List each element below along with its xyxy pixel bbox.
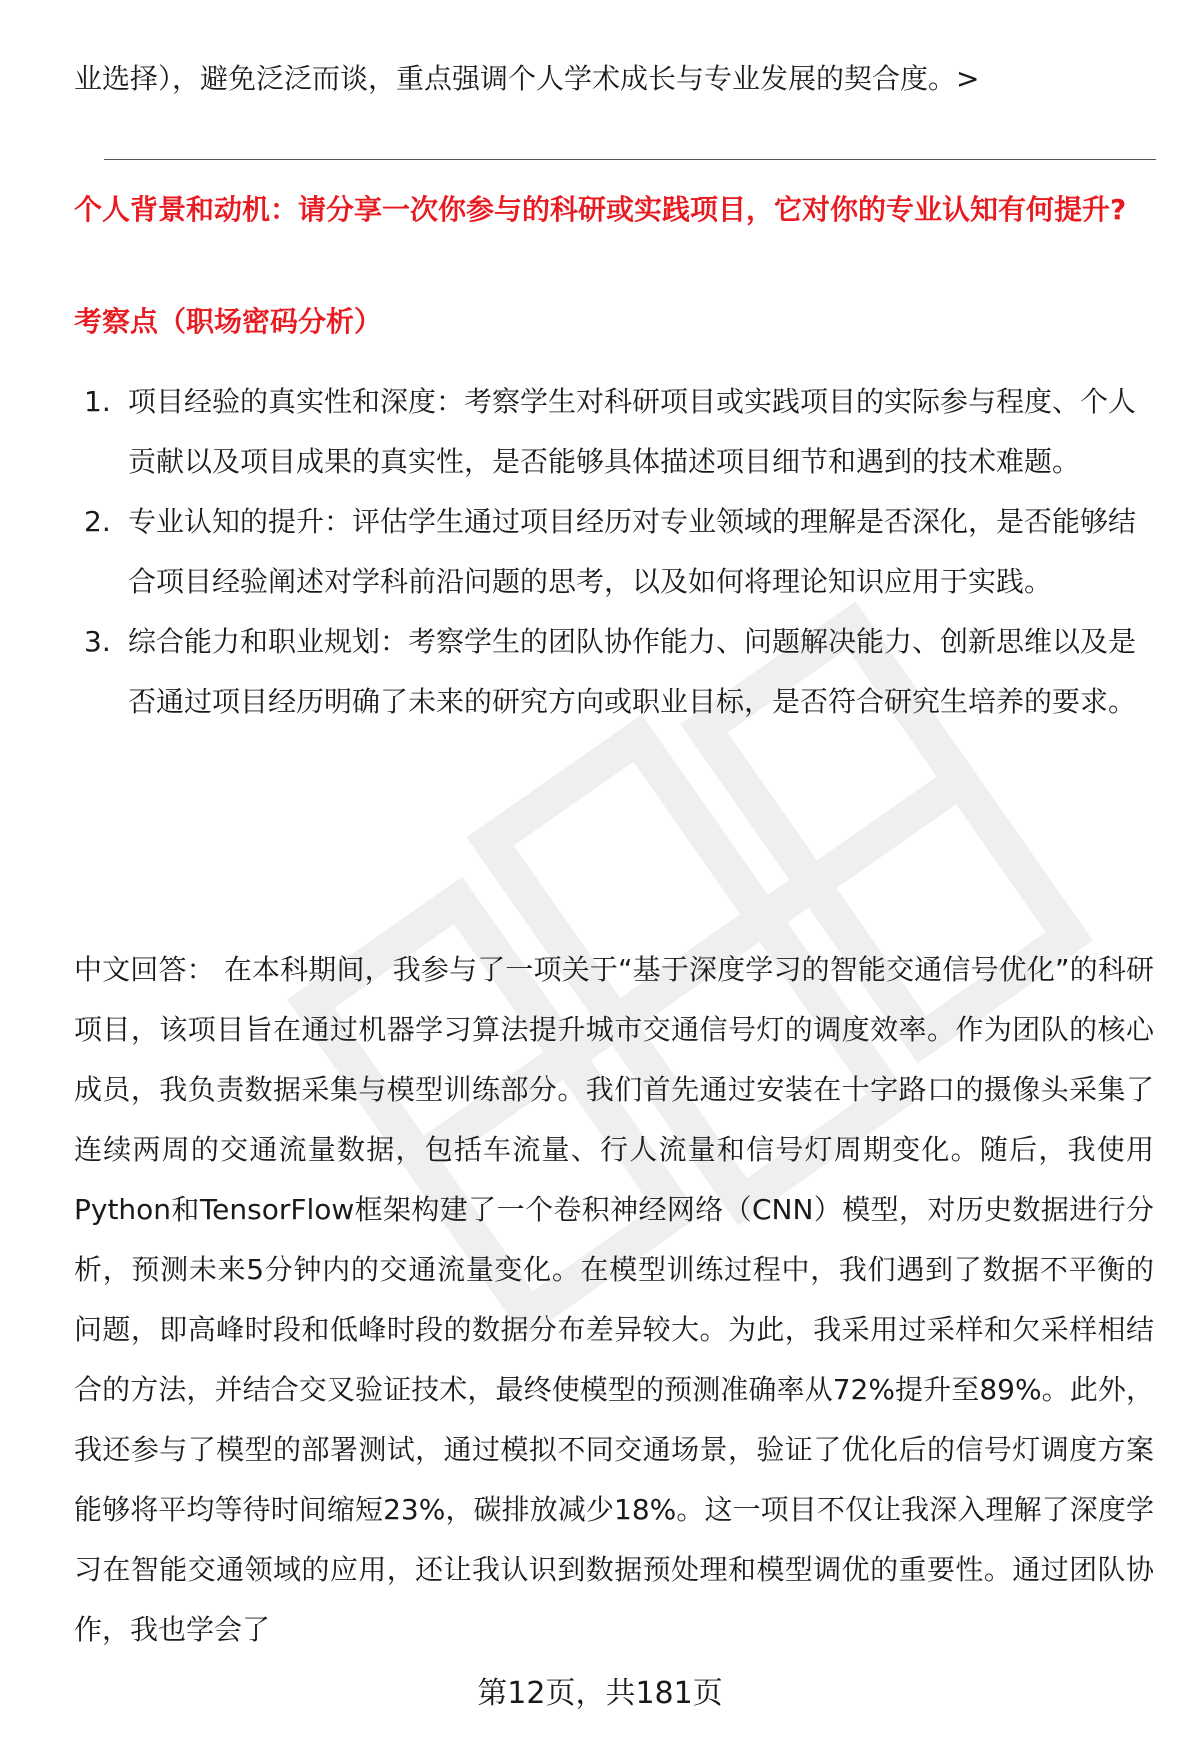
focus-points-list	[74, 372, 1156, 732]
list-item	[74, 372, 1156, 492]
focus-points-heading: 考察点（职场密码分析）	[74, 305, 383, 338]
list-item-number: 2.	[84, 505, 111, 538]
page-number-footer: 第12页，共181页	[477, 1676, 723, 1711]
list-item	[74, 492, 1156, 612]
section-divider	[104, 159, 1156, 160]
list-item-text: 项目经验的真实性和深度：考察学生对科研项目或实践项目的实际参与程度、个人贡献以及项目成果的真实性，是否能够具体描述项目细节和遇到的技术难题。	[128, 385, 1137, 478]
question-heading: 个人背景和动机：请分享一次你参与的科研或实践项目，它对你的专业认知有何提升?	[74, 193, 1127, 226]
list-item	[74, 612, 1156, 732]
chinese-answer-paragraph: 中文回答： 在本科期间，我参与了一项关于“基于深度学习的智能交通信号优化”的科研项目，该项目旨在通过机器学习算法提升城市交通信号灯的调度效率。作为团队的核心成员，我负责数据采集与模型训练部分。我们首先通过安装在十字路口的摄像头采集了连续两周的交通流量数据，包括车流量、行人流量和信号灯周期变化。随后，我使用Python和TensorFlow框架构建了一个卷积神经网络（CNN）模型，对历史数据进行分析，预测未来5分钟内的交通流量变化。在模型训练过程中，我们遇到了数据不平衡的问题，即高峰时段和低峰时段的数据分布差异较大。为此，我采用过采样和欠采样相结合的方法，并结合交叉验证技术，最终使模型的预测准确率从72%提升至89%。此外，我还参与了模型的部署测试，通过模拟不同交通场景，验证了优化后的信号灯调度方案能够将平均等待时间缩短23%，碳排放减少18%。这一项目不仅让我深入理解了深度学习在智能交通领域的应用，还让我认识到数据预处理和模型调优的重要性。通过团队协作，我也学会了	[74, 953, 1154, 1646]
list-item-text: 专业认知的提升：评估学生通过项目经历对专业领域的理解是否深化，是否能够结合项目经验阐述对学科前沿问题的思考，以及如何将理论知识应用于实践。	[128, 505, 1137, 598]
list-item-number: 1.	[84, 385, 111, 418]
list-item-number: 3.	[84, 625, 111, 658]
continued-paragraph: 业选择），避免泛泛而谈，重点强调个人学术成长与专业发展的契合度。>	[74, 62, 980, 95]
list-item-text: 综合能力和职业规划：考察学生的团队协作能力、问题解决能力、创新思维以及是否通过项目经历明确了未来的研究方向或职业目标，是否符合研究生培养的要求。	[128, 625, 1137, 718]
